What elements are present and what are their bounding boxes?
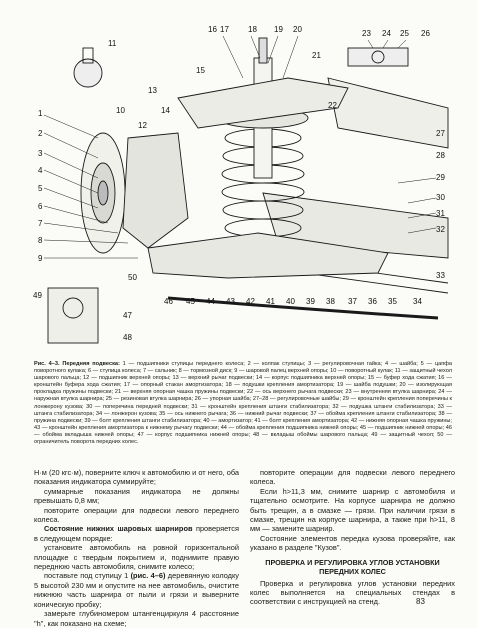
callout-32: 32 [436, 225, 445, 234]
paragraph-text: деревянную колодку 5 высотой 230 мм и опустите на нее автомобиль, очистите нижнюю часть шарнира от пыли и грязи и выверните коническую пробку; [34, 571, 239, 609]
callout-8: 8 [38, 236, 43, 245]
callout-34: 34 [413, 297, 422, 306]
callout-49: 49 [33, 291, 42, 300]
callout-2: 2 [38, 129, 43, 138]
callout-27: 27 [436, 129, 445, 138]
callout-40: 40 [286, 297, 295, 306]
callout-19: 19 [274, 25, 283, 34]
callout-35: 35 [388, 297, 397, 306]
paragraph: Н·м (20 кгс·м), поверните ключ к автомобилю и от него, оба показания индикатора суммируйте; [34, 468, 239, 487]
callout-4: 4 [38, 166, 43, 175]
callout-42: 42 [246, 297, 255, 306]
left-text-column [34, 468, 239, 628]
callout-1: 1 [38, 109, 43, 118]
callout-16: 16 [208, 25, 217, 34]
callout-31: 31 [436, 209, 445, 218]
paragraph: Если h>11,3 мм, снимите шарнир с автомобиля и тщательно осмотрите. На корпусе шарнира не должно быть трещин, а в смазке — грязи. При наличии грязи в смазке, трещин на корпусе шарнира, а также при h>11, 8 мм — замените шарнир. [250, 486, 455, 534]
caption-title: Рис. 4–3. Передняя подвеска: [34, 361, 120, 367]
page-number: 83 [416, 597, 425, 606]
callout-37: 37 [348, 297, 357, 306]
steering-knuckle-shape [123, 133, 188, 248]
callout-21: 21 [312, 51, 321, 60]
callout-15: 15 [196, 66, 205, 75]
callout-9: 9 [38, 254, 43, 263]
front-suspension-figure [28, 18, 454, 353]
callout-48: 48 [123, 333, 132, 342]
callout-36: 36 [368, 297, 377, 306]
callout-6: 6 [38, 202, 43, 211]
callout-39: 39 [306, 297, 315, 306]
paragraph: установите автомобиль на ровной горизонтальной площадке с твердым покрытием и, поднимите правую переднюю часть автомобиля, снимите колесо; [34, 543, 239, 572]
paragraph [34, 571, 239, 609]
callout-18: 18 [248, 25, 257, 34]
paragraph: Состояние элементов передка кузова проверяйте, как указано в разделе "Кузов". [250, 533, 455, 553]
callout-14: 14 [161, 106, 170, 115]
callout-3: 3 [38, 149, 43, 158]
paragraph [34, 524, 239, 543]
paragraph: повторите операции для подвески левого переднего колеса. [34, 505, 239, 525]
callout-38: 38 [326, 297, 335, 306]
callout-44: 44 [206, 297, 215, 306]
paragraph-text: поставьте под ступицу 1 [44, 571, 131, 581]
caption-parts-list: 1 — подшипники ступицы переднего колеса; 2 — колпак ступицы; 3 — регулировочная гайка; 4 — шайба; 5 — цапфа поворотного кулака; 6 — ступица колеса; 7 — сальник; 8 — тормозной диск; 9 — шаровой палец верхней опоры; 10 — поворотный кулак; 11 — защитный чехол шарового пальца; 12 — подшипник верхней опоры; 13 — верхний рычаг подвески; 14 — корпус подшипника верхней опоры; 15 — буфер хода сжатия; 16 — кронштейн буфера хода сжатия; 17 — опорный стакан амортизатора; 18 — подушки крепления амортизатора; 19 — шайба подушки; 20 — изолирующая прокладка пружины подвески; 21 — верхняя опорная чашка пружины подвески; 22 — ось верхнего рычага подвески; 23 — внутренняя втулка шарнира; 24 — наружная втулка шарнира; 25 — резиновая втулка шарнира; 26 — упорная шайба; 27–28 — регулировочные шайбы; 29 — кронштейн крепления поперечины к лонжерону кузова; 30 — поперечина передней подвески; 31 — кронштейн крепления штанги стабилизатора; 32 — подушка штанги стабилизатора; 33 — штанга стабилизатора; 34 — лонжерон кузова; 35 — ось нижнего рычага; 36 — нижний рычаг подвески; 37 — обойма крепления штанги стабилизатора; 38 — пружина подвески; 39 — болт крепления штанги стабилизатора; 40 — амортизатор; 41 — болт крепления амортизатора; 42 — нижняя опорная чашка пружины; 43 — кронштейн крепления амортизатора к нижнему рычагу подвески; 44 — обойма крепления подшипника нижней опоры; 45 — подшипник нижней опоры; 46 — обойма вкладыша нижней опоры; 47 — корпус подшипника нижней опоры; 48 — вкладыш обоймы шарового пальца; 49 — защитный чехол; 50 — ограничитель поворота передних колес. [34, 361, 453, 446]
callout-5: 5 [38, 184, 43, 193]
callout-43: 43 [226, 297, 235, 306]
callout-10: 10 [116, 106, 125, 115]
section-heading: ПРОВЕРКА И РЕГУЛИРОВКА УГЛОВ УСТАНОВКИ ПЕРЕДНИХ КОЛЕС [265, 557, 440, 576]
callout-45: 45 [186, 297, 195, 306]
callout-13: 13 [148, 86, 157, 95]
callout-17: 17 [220, 25, 229, 34]
callout-46: 46 [164, 297, 173, 306]
figure-reference: (рис. 4–6) [130, 571, 166, 581]
figure-caption [34, 361, 452, 446]
callout-7: 7 [38, 219, 43, 228]
callout-28: 28 [436, 151, 445, 160]
paragraph: Проверка и регулировка углов установки передних колес выполняется на специальных стендах в соответствии с инструкцией на стенд. [250, 578, 455, 607]
paragraph: замерьте глубиномером штангенциркуля 4 расстояние "h", как показано на схеме; [34, 609, 239, 628]
callout-29: 29 [436, 173, 445, 182]
right-text-column [250, 468, 455, 607]
callout-26: 26 [421, 29, 430, 38]
callout-11: 11 [108, 39, 117, 48]
callout-30: 30 [436, 193, 445, 202]
callout-20: 20 [293, 25, 302, 34]
callout-41: 41 [266, 297, 275, 306]
paragraph: повторите операции для подвески левого переднего колеса. [250, 468, 455, 487]
callout-47: 47 [123, 311, 132, 320]
callout-12: 12 [138, 121, 147, 130]
bold-phrase: Состояние нижних шаровых шарниров [44, 524, 193, 534]
callout-24: 24 [382, 29, 391, 38]
callout-23: 23 [362, 29, 371, 38]
callout-25: 25 [400, 29, 409, 38]
callout-22: 22 [328, 101, 337, 110]
suspension-drawing [28, 18, 454, 353]
paragraph-text: проверяется в следующем порядке: [34, 524, 240, 543]
callout-50: 50 [128, 273, 137, 282]
callout-33: 33 [436, 271, 445, 280]
paragraph: суммарные показания индикатора не должны превышать 0,8 мм; [34, 486, 239, 506]
